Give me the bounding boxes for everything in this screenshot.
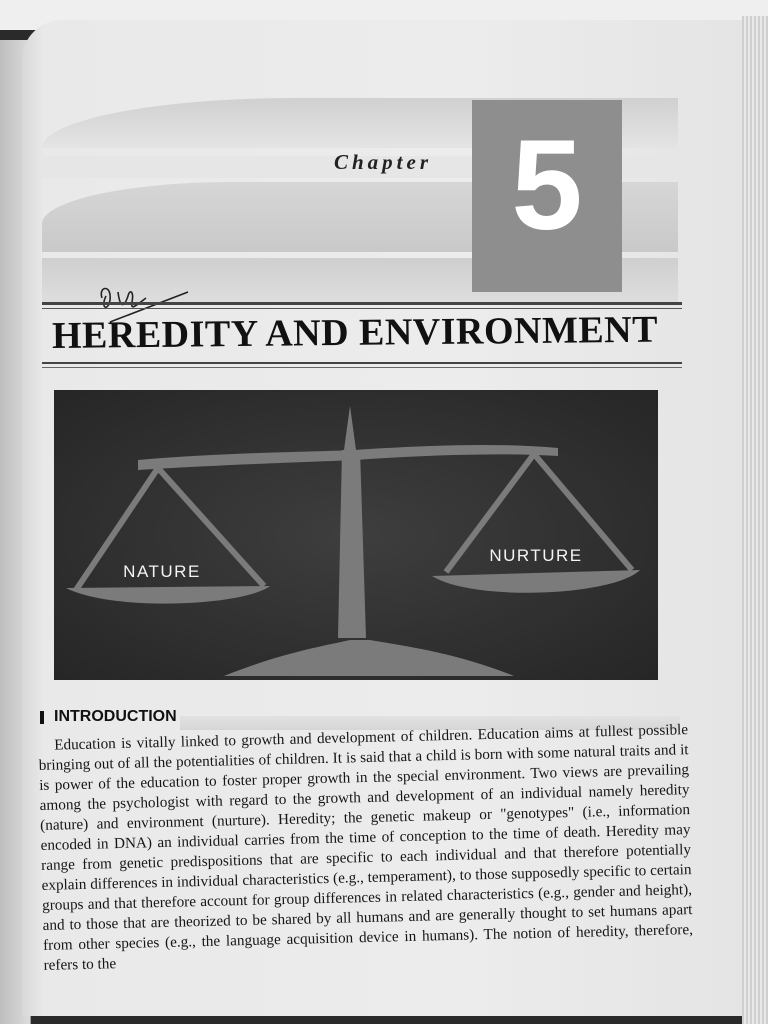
chapter-label: Chapter [334, 150, 433, 174]
page-stack-edge [742, 16, 768, 1024]
bullet-marker [40, 711, 44, 724]
section-heading-text: INTRODUCTION [54, 708, 177, 725]
title-rule [42, 362, 682, 364]
body-paragraph-text: Education is vitally linked to growth and development of children. Education aims at fullest possible bringing out of all the potentialities of children. It is said that a child is born with some natural traits and it is power of the education to foster proper growth in the special environment. Two views are prevailing among the psychologist with regard to the growth and development of an individual namely heredity (nature) and environment (nurture). Heredity; the genetic makeup or "genotypes" (i.e., information encoded in DNA) an individual carries from the time of conception to the time of death. Heredity may range from genetic predispositions that are specific to each individual and that therefore potentially explain differences in individual characteristics (e.g., temperament), to those supposedly specific to certain groups and that therefore account for group differences in related characteristics (e.g., gender and height), and to those that are theorized to be shared by all humans and are generally thought to set humans apart from other species (e.g., the language acquisition device in humans). The notion of heredity, therefore, refers to the [38, 721, 694, 974]
title-rule [42, 302, 682, 305]
nature-label: NATURE [123, 562, 201, 581]
chapter-banner [42, 98, 678, 304]
nurture-label: NURTURE [489, 546, 583, 565]
chapter-number-box [472, 100, 622, 292]
section-heading [40, 708, 177, 726]
chapter-title: HEREDITY AND ENVIRONMENT [51, 308, 659, 357]
title-rule [42, 367, 682, 368]
chapter-number: 5 [511, 114, 583, 257]
balance-scale-figure [54, 390, 658, 680]
body-paragraph [38, 720, 694, 976]
